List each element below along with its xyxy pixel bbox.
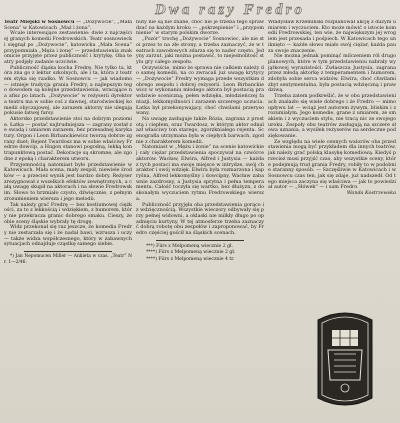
paragraph: nuty nie są nie znane, choć nie je trzeba tego sprawdzać na każdym kroku — „pokrzepienie” i „przypomnienie” w starym polskim dworze. xyxy=(136,20,264,37)
paragraph: Aktorsko przedstawienie stoi na dobrym poziomie. Łatka — postać najtrudniejsza — zagrany został ze swadą i umiarem zarazem, bez przesadnej karykatury. Orgon i Leon Birbanckiewicz tworzą dobrze zgrany duet; Rejent Twardosz ma w sobie właściwy Fredrze dowcip, a Hugon stanowi pogodną, lekką kontrapunktową postać. Dekoracje są skromne, ale zgodne z epoką i charakterem utworu. xyxy=(4,115,132,162)
column-3 xyxy=(268,20,396,240)
paragraph: Trzeba zatem podkreślić, że w obu przedstawieniach znalazło się wiele dobrego i że Fredro — mimo upływu lat — wciąż jest autorem żywym, bliskim i zrozumiałym. Jego komedie, grane z umiarem, ze smakiem i z wyczuciem stylu, nie tracą nic ze swojego uroku. Zespoły obu teatrów zasługują na szczere słowa uznania, a wysiłek reżyserów na serdeczne podziękowanie. xyxy=(268,93,396,140)
paragraph: Publiczność śląska kocha Fredrę. Nie tylko ta, która zna go z lektur szkolnych, ale i ta, która z teatrem styka się rzadko. W Sosnowcu — jak wiadomo — istnieje tradycja grania Fredry, a najlepszym tego dowodem są kolejne przedstawienia, wracające na afisz po latach. „Dożywocie” w reżyserii dyrektora teatru ma w sobie coś z dawnej, staroświeckiej komedii obyczajowej, ale zarazem aktorzy nie ulegają pokusie łatwej farsy. xyxy=(4,64,132,117)
footnote-rule xyxy=(156,240,244,241)
footnotes xyxy=(136,244,264,264)
paragraph: „Pozór” trochę „Dożywocie” Sosnowiec, ale nie stoi przez to na złe strony, a trzeba zaznaczyć, że w teatrach zawodowych zdarza się to nader często. Jedyny zarzut, jaki można postawić, to niejednolitość stylu gry całego zespołu. xyxy=(136,36,264,65)
lead-bold: Teatr Miejski w Sosnowcu xyxy=(4,20,75,25)
paragraph: Tak należy grać Fredrę — bez kostiumowej ciężkości, za to z lekkością i wdziękiem, z humorem, który nie przekracza granic dobrego smaku. Cieszy, że obie sceny śląskie wybrały tę drogę. xyxy=(4,201,132,225)
paragraph: Publiczność przyjęła oba przedstawienia gorąco i z wdzięcznością. Wszystkie wieczory odbywały się przy pełnej widowni, a oklaski nie milkły długo po opadnięciu kurtyny. W tej atmosferze trzeba zaznaczyć dobrą robotę obu zespołów i zaproponować, by Fredro częściej gościł na śląskich scenach. xyxy=(136,201,264,237)
paragraph: Przyjemnością natomiast było przedstawienie w Katowicach. Mała scena, mały zespół, niewiele środków — a przecież wynik jest bardzo dobry. Reżyser zrezygnował z wszelkich efektów zewnętrznych, a całą uwagę skupił na aktorach i na słowie Fredrowskim. Słowo to brzmiało czysto, dźwięcznie, z pełnym zrozumieniem wiersza i jego melodii. xyxy=(4,161,132,202)
footnote-line: ****) Fiirs z Melpomeną wiecznie 4 tr. xyxy=(146,256,235,262)
signature: Wanda Kostrzewska xyxy=(346,190,396,197)
paragraph: Widz przekonał się raz jeszcze, że komedia Fredry nie zestarzała się i że nadal bawi, wzrusza i uczy — także widza współczesnego, który w zabawnych sytuacjach odnajduje cząstkę samego siebie. xyxy=(4,224,132,248)
article-title: Dwa razy Fredro xyxy=(154,2,305,18)
column-1 xyxy=(4,20,132,416)
paragraph: Natomiast w „Mężu i żonie” na scenie katowickiej cały ciężar przedstawienia spoczywał na czwórce aktorów. Wacław, Elwira, Alfred i Justysia — każda z tych postaci ma swoje miejsce w intrydze, swój charakter i swój wdzięk. Elwira była rozmarzona i kapryśna, Alfred lekkomyślny i dowcipny, Wacław zabawnie zazdrosny, a Justysia sprytna i pełna temperamentu. Całość toczyła się wartko, bez dłużyzn, z doskonałym wyczuciem rytmu Fredrowskiego wiersza. xyxy=(136,144,264,202)
paragraph: Wcale interesujące zestawienie: dwie z najczęściej granych komedii Fredrowskich. Teatr sosnowiecki sięgnął po „Dożywocie”, katowicka „Mała Scena” przypomniała „Męża i żonę” — przedstawienia znakomicie przyjęte przez publiczność i krytykę. Oba teatry podjęły zadanie uczciwie. xyxy=(4,30,132,65)
paragraph: Na uwagę zasługuje także Rózia, zagrana z prostotą i ciepłem, oraz Twardosz, w którym aktor odnalazł właściwy ton starego, zgorzkniałego rejenta. Scenografia utrzymana była w ciepłych barwach, zgodnie z charakterem komedii. xyxy=(136,115,264,145)
paragraph: Ze względu na wiele cennych walorów oba przedstawienia mogą być przykładem dla innych teatrów, jak należy grać polską klasykę komediową. Kiedyś przecież musi przyjść czas, aby wszystkie sceny, które podejmują trud grania Fredry, robiły to w podobnie staranny sposób. — Szczęśliwie w Katowicach i w Sosnowcu czas ten, jak się zdaje, już nadszedł. Od tego miejsca zaczyna się właściwa — jak to powiedział autor — „Słówek” — i sam Fredro. xyxy=(268,138,396,191)
paragraph: Oczywiście, mimo że sprawa nie całkiem należy do samej komedii, na co zwracali już uwagę krytycy — „Dożywocie” Fredry wymaga przede wszystkim dobrego zespołu i dobrej reżyserii. Leon Birbanckiewicz w wykonaniu młodego aktora był postacią prawdziwie sceniczną; pełen wdzięku, młodzieńczej fantazji, lekkomyślności i zarazem szczerego uczucia. Łatka był przekonywający, choć chwilami przerysowany. xyxy=(136,64,264,117)
column-2 xyxy=(136,20,264,416)
footnote-rule xyxy=(24,251,112,252)
footnote: *) Jan Nepomucen Miller — Ankieta w czas. „Teatr” Nr. 1—2/46. xyxy=(4,254,132,265)
paragraph: Nie można jednak pominąć milczeniem ról drugoplanowych, które w tym przedstawieniu nabrały wyjątkowej wyrazistości. Zwłaszcza Justysia, zagrana przez młodą aktorkę z temperamentem i humorem, zdobyła sobie serca widzów. Elwira, choć chwilami zbyt sentymentalna, była postacią wdzięczną i prawdziwą. xyxy=(268,53,396,94)
footnote-line: ****) Fiirs z Melpomeną wiecznie 2 gł. xyxy=(146,250,236,256)
lead-text: — „Dożywocie”, „Mała Scena” w Katowicach „Maż i żona”. xyxy=(4,20,132,31)
paragraph: Władysław Krzemiński rozplanował akcję z dużym umiarem i wyczuciem. Kto może mówić o istocie komedii Fredrowskiej, ten wie, że największym jej wrogiem jest przesada i pośpiech. W Katowicach tego uniknięto — każde słowo miało swój ciężar, każda pauza swoje znaczenie. xyxy=(268,20,396,54)
footnote-line: ***) Fiirs z Melpomeną wiecznie 2 gł. xyxy=(146,243,233,249)
library-stamp-icon xyxy=(310,300,380,420)
